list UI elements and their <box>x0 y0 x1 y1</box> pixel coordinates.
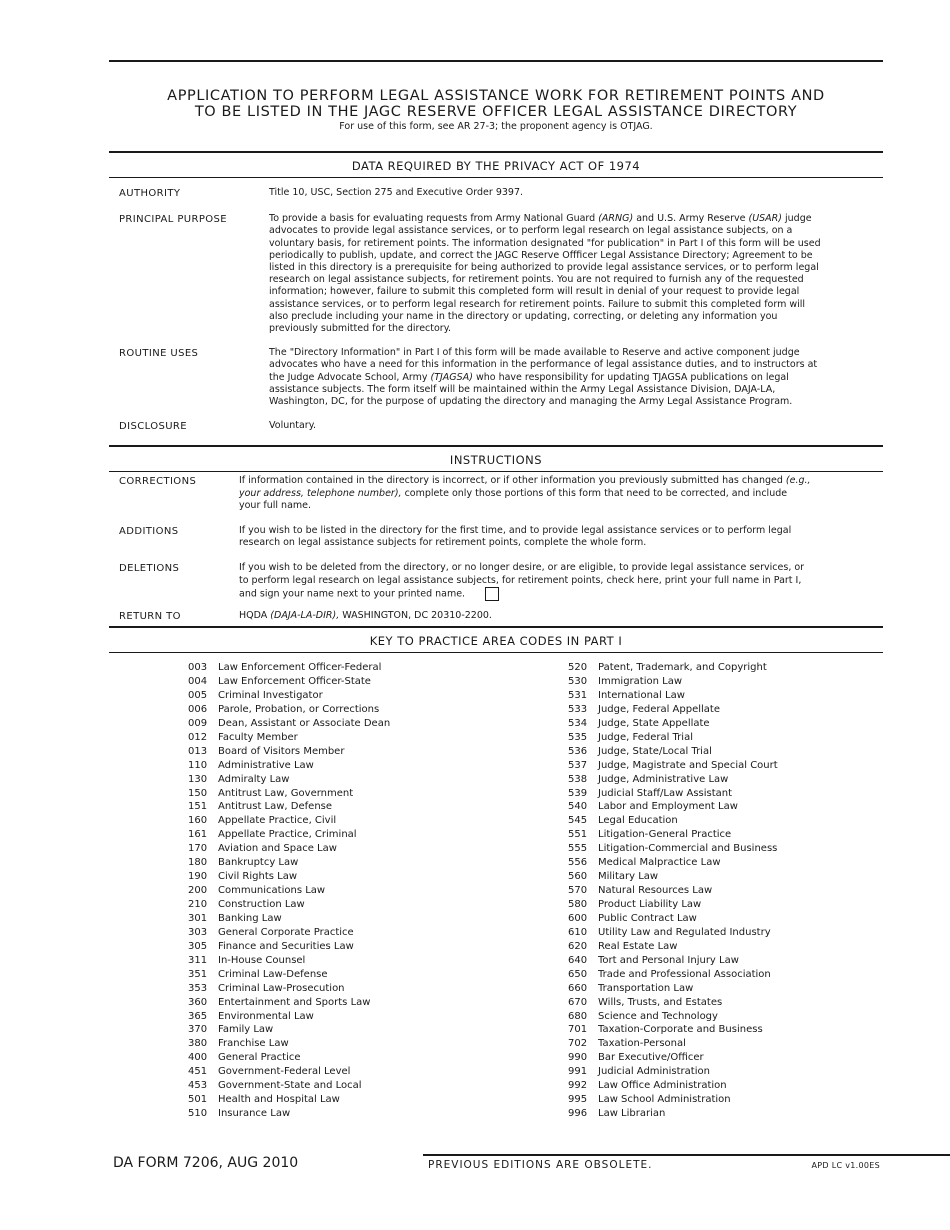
practice-code-name: International Law <box>598 689 685 701</box>
practice-code-row <box>568 996 778 1010</box>
practice-code-number: 110 <box>188 759 208 771</box>
practice-code-number: 539 <box>568 787 588 799</box>
practice-code-number: 670 <box>568 996 588 1008</box>
codes-left-column <box>188 661 390 1121</box>
top-rule <box>109 60 883 62</box>
practice-code-number: 620 <box>568 940 588 952</box>
practice-code-name: Taxation-Corporate and Business <box>598 1024 763 1036</box>
practice-code-name: In-House Counsel <box>218 954 306 966</box>
practice-code-number: 006 <box>188 703 208 715</box>
practice-code-name: Entertainment and Sports Law <box>218 996 371 1008</box>
practice-code-name: Medical Malpractice Law <box>598 857 721 869</box>
practice-code-name: Wills, Trusts, and Estates <box>598 996 723 1008</box>
practice-code-name: Aviation and Space Law <box>218 843 337 855</box>
practice-code-name: Natural Resources Law <box>598 885 713 897</box>
practice-code-row <box>568 759 778 773</box>
corrections-text <box>239 475 811 512</box>
practice-code-name: Judicial Administration <box>598 1066 710 1078</box>
practice-code-row <box>188 940 390 954</box>
practice-code-row <box>188 912 390 926</box>
title-line-2: TO BE LISTED IN THE JAGC RESERVE OFFICER LEGAL ASSISTANCE DIRECTORY <box>194 104 798 120</box>
practice-code-name: Legal Education <box>598 815 678 827</box>
obsolete-notice: PREVIOUS EDITIONS ARE OBSOLETE. <box>428 1159 653 1171</box>
practice-code-name: Judge, Federal Trial <box>598 731 693 743</box>
practice-code-name: Utility Law and Regulated Industry <box>598 926 771 938</box>
practice-code-row <box>188 1023 390 1037</box>
practice-code-row <box>568 717 778 731</box>
practice-code-number: 353 <box>188 982 208 994</box>
practice-code-row <box>188 1065 390 1079</box>
practice-code-row <box>568 731 778 745</box>
form-footer <box>113 1154 883 1184</box>
practice-code-name: Litigation-Commercial and Business <box>598 843 778 855</box>
practice-code-row <box>188 1107 390 1121</box>
instructions-heading-rule <box>109 471 883 472</box>
deletions-text-body: If you wish to be deleted from the directory, or no longer desire, or are eligible, to provide legal assistance services, or to perform legal research on legal assistance subjects, for retirement points, check here, print your full name in Part I, and sign your name next to your printed name. <box>239 562 805 600</box>
practice-code-name: Law Office Administration <box>598 1080 727 1092</box>
practice-code-row <box>568 1107 778 1121</box>
practice-code-number: 510 <box>188 1108 208 1120</box>
practice-code-number: 650 <box>568 968 588 980</box>
practice-code-row <box>188 954 390 968</box>
footer-rule <box>423 1154 950 1156</box>
practice-code-number: 533 <box>568 703 588 715</box>
practice-code-name: Antitrust Law, Defense <box>218 801 333 813</box>
practice-code-number: 600 <box>568 912 588 924</box>
privacy-heading: DATA REQUIRED BY THE PRIVACY ACT OF 1974 <box>351 159 641 173</box>
practice-code-row <box>188 731 390 745</box>
practice-code-number: 538 <box>568 773 588 785</box>
practice-code-number: 005 <box>188 689 208 701</box>
routine-text-b: who have responsibility for updating TJAGSA publications on legal assistance subjects. The form itself will be maintained within the Army Legal Assistance Division, DAJA-LA, Washington, DC, for the purpose of updating the directory and managing the Army Legal Assistance Program. <box>269 371 793 408</box>
routine-text <box>269 347 821 408</box>
practice-code-row <box>188 828 390 842</box>
practice-code-number: 501 <box>188 1094 208 1106</box>
practice-code-row <box>568 745 778 759</box>
additions-text: If you wish to be listed in the directory for the first time, and to provide legal assistance services or to perform legal research on legal assistance subjects for retirement points, complete the whole form. <box>239 525 792 549</box>
practice-code-name: Board of Visitors Member <box>218 745 345 757</box>
practice-code-name: Military Law <box>598 871 659 883</box>
practice-code-name: Trade and Professional Association <box>598 968 771 980</box>
practice-code-number: 210 <box>188 899 208 911</box>
practice-code-name: Appellate Practice, Civil <box>218 815 337 827</box>
routine-text-a: The "Directory Information" in Part I of this form will be made available to Reserve and active component judge advocates who have a need for this information in the performance of legal assistance duties, and to instructors at the Judge Advocate School, Army <box>269 347 818 383</box>
form-subtitle: For use of this form, see AR 27-3; the proponent agency is OTJAG. <box>339 121 653 132</box>
practice-code-row <box>188 996 390 1010</box>
practice-code-row <box>568 982 778 996</box>
practice-code-number: 301 <box>188 912 208 924</box>
privacy-heading-rule <box>109 177 883 178</box>
practice-codes <box>109 653 883 1123</box>
authority-label: AUTHORITY <box>119 188 181 199</box>
practice-code-name: Law Enforcement Officer-Federal <box>218 662 382 674</box>
practice-code-number: 161 <box>188 829 208 841</box>
practice-code-row <box>188 814 390 828</box>
purpose-usar: (USAR) <box>748 213 782 225</box>
practice-code-number: 536 <box>568 745 588 757</box>
practice-code-row <box>568 773 778 787</box>
practice-code-row <box>568 940 778 954</box>
practice-code-number: 610 <box>568 926 588 938</box>
practice-code-row <box>188 675 390 689</box>
practice-code-row <box>568 1093 778 1107</box>
authority-row <box>109 187 883 200</box>
practice-code-name: Criminal Law-Prosecution <box>218 982 345 994</box>
practice-code-row <box>188 898 390 912</box>
practice-code-number: 160 <box>188 815 208 827</box>
practice-code-row <box>188 842 390 856</box>
practice-code-row <box>188 1093 390 1107</box>
practice-code-row <box>568 787 778 801</box>
practice-code-row <box>188 1079 390 1093</box>
practice-code-row <box>188 870 390 884</box>
practice-code-number: 200 <box>188 885 208 897</box>
practice-code-number: 531 <box>568 689 588 701</box>
practice-code-name: Criminal Investigator <box>218 689 323 701</box>
practice-code-name: Environmental Law <box>218 1010 314 1022</box>
practice-code-row <box>188 773 390 787</box>
delete-checkbox[interactable] <box>485 587 499 601</box>
routine-tjagsa: (TJAGSA) <box>430 371 473 383</box>
practice-code-row <box>568 814 778 828</box>
practice-code-number: 995 <box>568 1094 588 1106</box>
practice-code-name: General Practice <box>218 1052 301 1064</box>
return-label: RETURN TO <box>119 610 181 622</box>
practice-code-number: 180 <box>188 857 208 869</box>
deletions-label: DELETIONS <box>119 563 180 575</box>
return-text-a: HQDA <box>239 609 271 621</box>
purpose-text-a: To provide a basis for evaluating requests from Army National Guard <box>269 213 599 225</box>
practice-code-name: Banking Law <box>218 912 282 924</box>
practice-code-row <box>188 926 390 940</box>
practice-code-name: Government-State and Local <box>218 1080 362 1092</box>
title-line-1: APPLICATION TO PERFORM LEGAL ASSISTANCE WORK FOR RETIREMENT POINTS AND <box>167 88 825 104</box>
version-label: APD LC v1.00ES <box>811 1161 880 1170</box>
codes-heading: KEY TO PRACTICE AREA CODES IN PART I <box>369 634 623 649</box>
practice-code-name: Communications Law <box>218 885 326 897</box>
practice-code-name: General Corporate Practice <box>218 926 354 938</box>
practice-code-name: Judge, State/Local Trial <box>598 745 712 757</box>
practice-code-number: 555 <box>568 843 588 855</box>
practice-code-row <box>188 968 390 982</box>
practice-code-number: 351 <box>188 968 208 980</box>
practice-code-row <box>188 982 390 996</box>
purpose-text <box>269 213 821 335</box>
practice-code-number: 520 <box>568 662 588 674</box>
practice-code-name: Government-Federal Level <box>218 1066 351 1078</box>
practice-code-number: 003 <box>188 662 208 674</box>
practice-code-name: Transportation Law <box>598 982 694 994</box>
corrections-row <box>109 475 883 512</box>
practice-code-row <box>188 856 390 870</box>
practice-code-name: Health and Hospital Law <box>218 1094 340 1106</box>
additions-label: ADDITIONS <box>119 526 179 538</box>
practice-code-number: 150 <box>188 787 208 799</box>
practice-code-number: 013 <box>188 745 208 757</box>
practice-code-number: 451 <box>188 1066 208 1078</box>
practice-code-row <box>568 1010 778 1024</box>
practice-code-number: 130 <box>188 773 208 785</box>
practice-code-number: 535 <box>568 731 588 743</box>
disclosure-row <box>109 420 883 433</box>
routine-label: ROUTINE USES <box>119 348 199 360</box>
corrections-eg: (e.g., your address, telephone number), <box>239 475 811 499</box>
authority-text: Title 10, USC, Section 275 and Executive Order 9397. <box>269 187 524 198</box>
practice-code-number: 545 <box>568 815 588 827</box>
practice-code-name: Admiralty Law <box>218 773 290 785</box>
practice-code-name: Criminal Law-Defense <box>218 968 328 980</box>
practice-code-number: 170 <box>188 843 208 855</box>
instructions-heading: INSTRUCTIONS <box>449 453 543 468</box>
practice-code-row <box>568 954 778 968</box>
practice-code-number: 556 <box>568 857 588 869</box>
practice-code-name: Patent, Trademark, and Copyright <box>598 662 767 674</box>
practice-code-number: 701 <box>568 1024 588 1036</box>
return-text <box>239 610 811 623</box>
practice-code-number: 365 <box>188 1010 208 1022</box>
practice-code-row <box>568 1051 778 1065</box>
practice-code-number: 400 <box>188 1052 208 1064</box>
practice-code-number: 012 <box>188 731 208 743</box>
purpose-text-b: and U.S. Army Reserve <box>633 213 749 225</box>
practice-code-number: 311 <box>188 954 208 966</box>
additions-row <box>109 525 883 549</box>
corrections-text-a: If information contained in the directory is incorrect, or if other information you previously submitted has changed <box>239 475 786 487</box>
practice-code-name: Taxation-Personal <box>598 1038 686 1050</box>
practice-code-row <box>188 717 390 731</box>
practice-code-row <box>568 675 778 689</box>
practice-code-row <box>568 842 778 856</box>
practice-code-number: 190 <box>188 871 208 883</box>
practice-code-name: Tort and Personal Injury Law <box>598 954 739 966</box>
practice-code-name: Law Librarian <box>598 1108 666 1120</box>
practice-code-row <box>568 968 778 982</box>
practice-code-number: 004 <box>188 676 208 688</box>
practice-code-row <box>568 884 778 898</box>
disclosure-text: Voluntary. <box>269 420 316 432</box>
practice-code-name: Appellate Practice, Criminal <box>218 829 357 841</box>
practice-code-row <box>568 1023 778 1037</box>
practice-code-row <box>188 745 390 759</box>
practice-code-name: Judge, State Appellate <box>598 717 710 729</box>
practice-code-number: 303 <box>188 926 208 938</box>
practice-code-number: 660 <box>568 982 588 994</box>
practice-code-row <box>568 870 778 884</box>
practice-code-number: 151 <box>188 801 208 813</box>
practice-code-row <box>568 912 778 926</box>
practice-code-number: 702 <box>568 1038 588 1050</box>
practice-code-number: 990 <box>568 1052 588 1064</box>
practice-code-number: 537 <box>568 759 588 771</box>
practice-code-number: 009 <box>188 717 208 729</box>
practice-code-row <box>188 661 390 675</box>
practice-code-name: Civil Rights Law <box>218 871 298 883</box>
form-id: DA FORM 7206, AUG 2010 <box>113 1155 299 1171</box>
form-page <box>109 60 883 1123</box>
practice-code-number: 530 <box>568 676 588 688</box>
practice-code-name: Labor and Employment Law <box>598 801 738 813</box>
practice-code-name: Faculty Member <box>218 731 298 743</box>
practice-code-number: 570 <box>568 885 588 897</box>
purpose-row <box>109 213 883 335</box>
practice-code-number: 996 <box>568 1108 588 1120</box>
practice-code-row <box>568 800 778 814</box>
purpose-label: PRINCIPAL PURPOSE <box>119 214 227 226</box>
practice-code-name: Product Liability Law <box>598 899 702 911</box>
practice-code-number: 453 <box>188 1080 208 1092</box>
practice-code-name: Insurance Law <box>218 1108 291 1120</box>
practice-code-number: 551 <box>568 829 588 841</box>
return-text-b: WASHINGTON, DC 20310-2200. <box>339 609 492 621</box>
practice-code-name: Franchise Law <box>218 1038 289 1050</box>
practice-code-row <box>568 828 778 842</box>
practice-code-name: Science and Technology <box>598 1010 718 1022</box>
practice-code-number: 640 <box>568 954 588 966</box>
practice-code-row <box>188 1051 390 1065</box>
practice-code-name: Family Law <box>218 1024 274 1036</box>
corrections-text-b: complete only those portions of this form that need to be corrected, and include your full name. <box>239 487 788 511</box>
practice-code-name: Law School Administration <box>598 1094 731 1106</box>
practice-code-number: 540 <box>568 801 588 813</box>
return-dir: (DAJA-LA-DIR), <box>270 609 340 621</box>
practice-code-row <box>568 856 778 870</box>
practice-code-name: Judge, Administrative Law <box>598 773 729 785</box>
practice-code-name: Judge, Federal Appellate <box>598 703 720 715</box>
practice-code-number: 580 <box>568 899 588 911</box>
deletions-text <box>239 562 811 600</box>
practice-code-row <box>188 1037 390 1051</box>
practice-code-row <box>188 884 390 898</box>
practice-code-row <box>568 1037 778 1051</box>
practice-code-row <box>568 1065 778 1079</box>
practice-code-name: Law Enforcement Officer-State <box>218 676 371 688</box>
practice-code-number: 560 <box>568 871 588 883</box>
practice-code-number: 992 <box>568 1080 588 1092</box>
practice-code-number: 991 <box>568 1066 588 1078</box>
practice-code-name: Finance and Securities Law <box>218 940 354 952</box>
practice-code-row <box>188 703 390 717</box>
practice-code-row <box>188 759 390 773</box>
corrections-label: CORRECTIONS <box>119 476 197 488</box>
deletions-row <box>109 562 883 600</box>
practice-code-name: Bankruptcy Law <box>218 857 299 869</box>
practice-code-name: Real Estate Law <box>598 940 678 952</box>
practice-code-number: 370 <box>188 1024 208 1036</box>
practice-code-number: 680 <box>568 1010 588 1022</box>
practice-code-row <box>568 661 778 675</box>
practice-code-row <box>188 787 390 801</box>
practice-code-number: 380 <box>188 1038 208 1050</box>
practice-code-name: Public Contract Law <box>598 912 697 924</box>
routine-row <box>109 347 883 408</box>
practice-code-row <box>568 689 778 703</box>
purpose-text-c: judge advocates to provide legal assistance services, or to perform legal research on legal assistance subjects, on a voluntary basis, for retirement points. The information designated "for publication" in Part I of this form will be used periodically to publish, update, and correct the JAGC Reserve Offficer Legal Assistance Directory; Agreement to be listed in this directory is a prerequisite for being authorized to provide legal assistance services, or to perform legal research on legal assistance subjects, for retirement points. You are not required to furnish any of the requested information; however, failure to submit this completed form will result in denial of your request to provide legal assistance services, or to perform legal research for retirement points. Failure to submit this completed form will also preclude including your name in the directory or updating, correcting, or deleting any information you previously submitted for the directory. <box>269 213 821 335</box>
practice-code-name: Immigration Law <box>598 676 683 688</box>
practice-code-number: 534 <box>568 717 588 729</box>
practice-code-row <box>188 689 390 703</box>
return-row <box>109 610 883 623</box>
practice-code-row <box>568 926 778 940</box>
practice-code-name: Antitrust Law, Government <box>218 787 354 799</box>
practice-code-number: 360 <box>188 996 208 1008</box>
practice-code-number: 305 <box>188 940 208 952</box>
practice-code-name: Litigation-General Practice <box>598 829 732 841</box>
practice-code-name: Construction Law <box>218 899 305 911</box>
practice-code-row <box>568 898 778 912</box>
practice-code-name: Dean, Assistant or Associate Dean <box>218 717 391 729</box>
practice-code-row <box>568 703 778 717</box>
purpose-arng: (ARNG) <box>598 213 634 225</box>
practice-code-name: Bar Executive/Officer <box>598 1052 704 1064</box>
practice-code-name: Judicial Staff/Law Assistant <box>598 787 733 799</box>
form-title <box>109 88 883 120</box>
codes-right-column <box>568 661 778 1121</box>
practice-code-name: Parole, Probation, or Corrections <box>218 703 380 715</box>
practice-code-name: Judge, Magistrate and Special Court <box>598 759 778 771</box>
practice-code-row <box>188 1010 390 1024</box>
practice-code-row <box>188 800 390 814</box>
practice-code-name: Administrative Law <box>218 759 314 771</box>
practice-code-row <box>568 1079 778 1093</box>
disclosure-label: DISCLOSURE <box>119 421 187 433</box>
